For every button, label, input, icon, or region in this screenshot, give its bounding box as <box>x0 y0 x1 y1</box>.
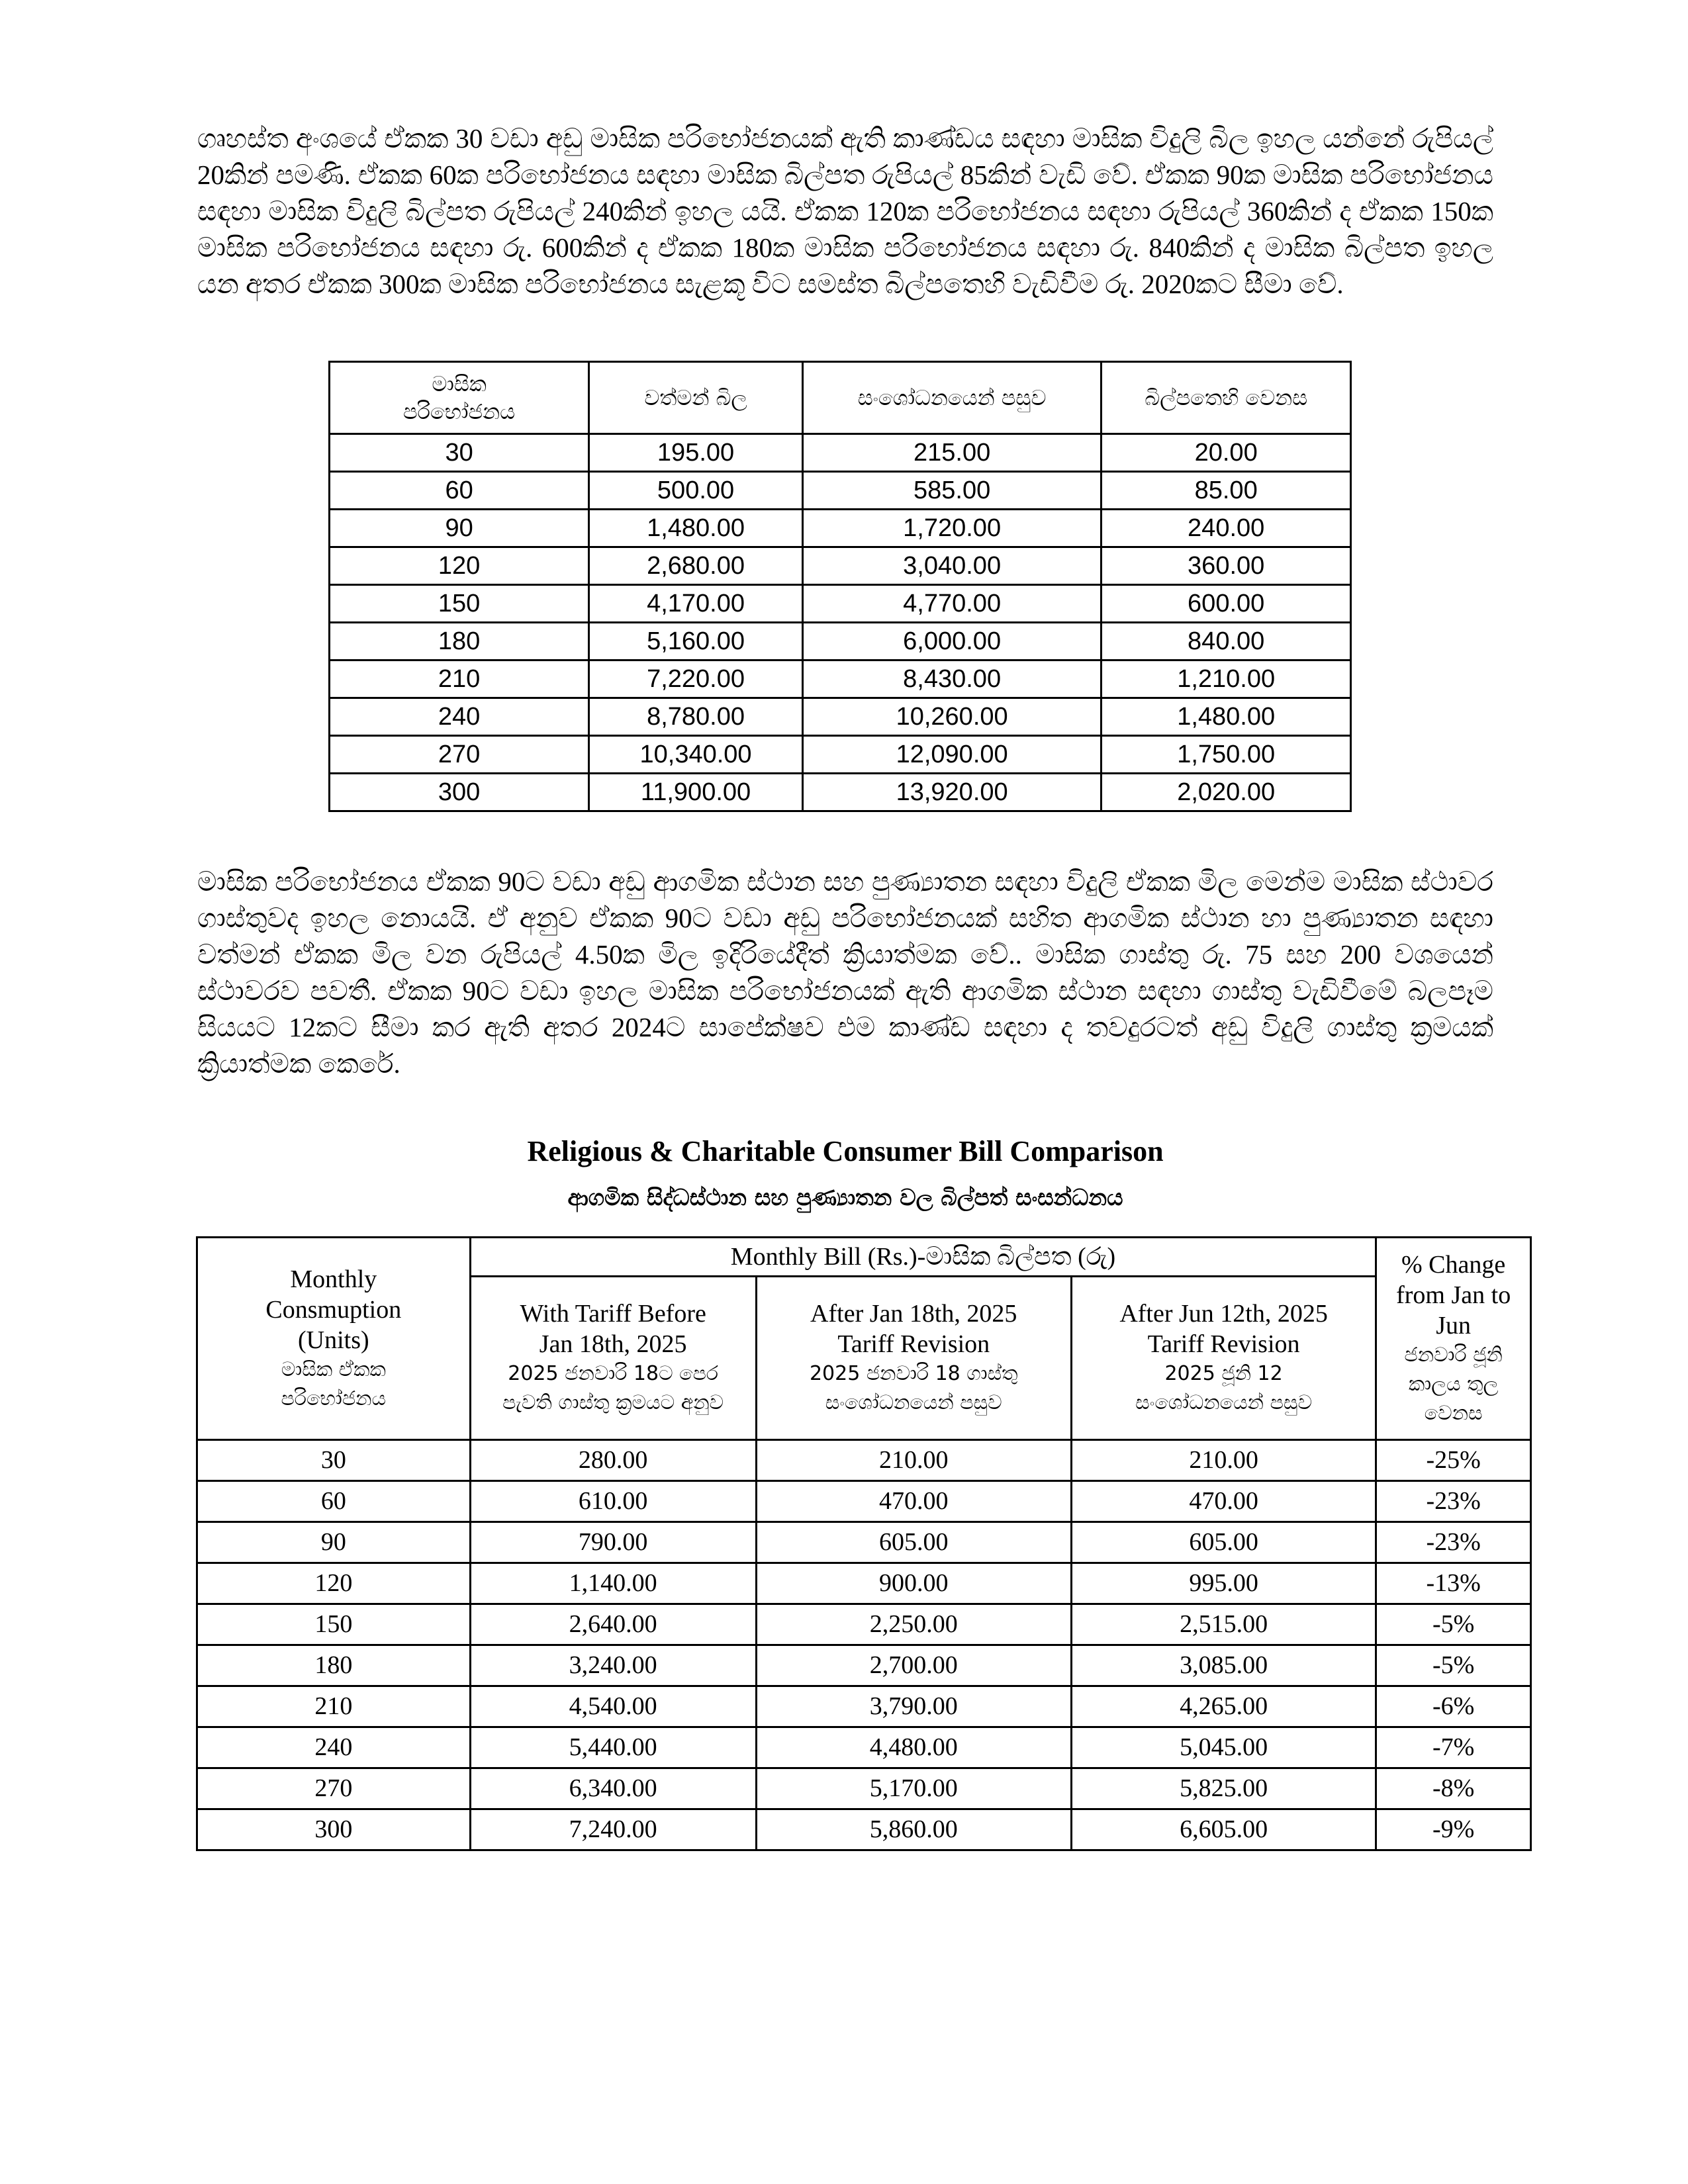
cell-percent-change: -5% <box>1376 1604 1531 1645</box>
cell-after-jan: 2,700.00 <box>756 1645 1071 1686</box>
table-row <box>330 623 1351 660</box>
cell-before-jan: 280.00 <box>470 1440 756 1481</box>
cell-after-jun: 470.00 <box>1071 1481 1376 1522</box>
table-body <box>197 1440 1531 1850</box>
table-row <box>330 774 1351 811</box>
table-row <box>197 1563 1531 1604</box>
cell-consumption: 120 <box>330 547 589 585</box>
cell-consumption: 210 <box>197 1686 471 1727</box>
religious-bill-comparison-table <box>196 1236 1532 1851</box>
cell-after-jun: 605.00 <box>1071 1522 1376 1563</box>
cell-percent-change: -25% <box>1376 1440 1531 1481</box>
cell-after-jan: 3,790.00 <box>756 1686 1071 1727</box>
table-header-row <box>330 362 1351 434</box>
cell-after-jun: 995.00 <box>1071 1563 1376 1604</box>
cell-after-revision: 215.00 <box>802 434 1101 472</box>
cell-after-jan: 4,480.00 <box>756 1727 1071 1768</box>
cell-consumption: 150 <box>197 1604 471 1645</box>
cell-after-revision: 13,920.00 <box>802 774 1101 811</box>
table-row <box>197 1768 1531 1809</box>
cell-before-jan: 1,140.00 <box>470 1563 756 1604</box>
cell-after-jun: 3,085.00 <box>1071 1645 1376 1686</box>
cell-after-jan: 900.00 <box>756 1563 1071 1604</box>
cell-difference: 240.00 <box>1102 510 1351 547</box>
table-row <box>197 1809 1531 1850</box>
table-row <box>197 1686 1531 1727</box>
cell-current-bill: 4,170.00 <box>589 585 803 623</box>
cell-after-revision: 6,000.00 <box>802 623 1101 660</box>
header-monthly-consumption: මාසික පරිභෝජනය <box>330 362 589 434</box>
cell-difference: 840.00 <box>1102 623 1351 660</box>
cell-consumption: 270 <box>197 1768 471 1809</box>
header-jan-si: 2025 ජනවාරි 18 ගාස්තු සංශෝධනයෙන් පසුව <box>809 1362 1018 1414</box>
header-after-jun <box>1071 1277 1376 1440</box>
cell-after-jan: 2,250.00 <box>756 1604 1071 1645</box>
table-row <box>330 736 1351 774</box>
cell-difference: 600.00 <box>1102 585 1351 623</box>
cell-current-bill: 7,220.00 <box>589 660 803 698</box>
table-row <box>330 510 1351 547</box>
cell-before-jan: 790.00 <box>470 1522 756 1563</box>
cell-after-revision: 1,720.00 <box>802 510 1101 547</box>
cell-after-jan: 470.00 <box>756 1481 1071 1522</box>
cell-consumption: 60 <box>330 472 589 510</box>
cell-after-jun: 5,045.00 <box>1071 1727 1376 1768</box>
cell-consumption: 180 <box>330 623 589 660</box>
cell-after-jan: 210.00 <box>756 1440 1071 1481</box>
header-monthly-consumption <box>197 1238 471 1440</box>
cell-consumption: 120 <box>197 1563 471 1604</box>
paragraph-domestic-tariff: ගෘහස්ත අංශයේ ඒකක 30 වඩා අඩු මාසික පරිභෝජනයක් ඇති කාණ්ඩය සඳහා මාසික විදුලි බිල ඉහල යන්නේ රුපියල් 20කින් පමණි. ඒකක 60ක පරිභෝජනය සඳහා මාසික බිල්පත රුපියල් 85කින් වැඩි වේ. ඒකක 90ක මාසික පරිභෝජනය සඳහා මාසික විදුලි බිල්පත රුපියල් 240කින් ඉහල යයි. ඒකක 120ක පරිභෝජනය සඳහා රුපියල් 360කින් ද ඒකක 150ක මාසික පරිභෝජනය සඳහා රු. 600කින් ද ඒකක 180ක මාසික පරිභෝජනය සඳහා රු. 840කින් ද මාසික බිල්පත ඉහල යන අතර ඒකක 300ක මාසික පරිභෝජනය සැළකූ විට සමස්ත බිල්පතෙහි වැඩිවීම රු. 2020කට සීමා වේ. <box>197 123 1493 299</box>
cell-current-bill: 2,680.00 <box>589 547 803 585</box>
cell-after-jun: 2,515.00 <box>1071 1604 1376 1645</box>
cell-percent-change: -23% <box>1376 1481 1531 1522</box>
cell-after-jun: 4,265.00 <box>1071 1686 1376 1727</box>
cell-percent-change: -9% <box>1376 1809 1531 1850</box>
cell-consumption: 240 <box>330 698 589 736</box>
cell-before-jan: 6,340.00 <box>470 1768 756 1809</box>
cell-percent-change: -7% <box>1376 1727 1531 1768</box>
comparison-title-sinhala: ආගමික සිද්ධස්ථාන සහ පුණ්‍යාතන වල බිල්පත් සංසන්ධනය <box>567 1185 1123 1211</box>
header-current-bill: වත්මන් බිල <box>589 362 803 434</box>
cell-difference: 360.00 <box>1102 547 1351 585</box>
cell-after-revision: 3,040.00 <box>802 547 1101 585</box>
table-row <box>330 547 1351 585</box>
cell-after-jun: 210.00 <box>1071 1440 1376 1481</box>
cell-consumption: 240 <box>197 1727 471 1768</box>
cell-consumption: 90 <box>197 1522 471 1563</box>
cell-after-jun: 5,825.00 <box>1071 1768 1376 1809</box>
header-change-si: ජනවාරි ජූනි කාලය තුල වෙනස <box>1404 1343 1503 1425</box>
table-row <box>197 1604 1531 1645</box>
header-before-en: With Tariff Before Jan 18th, 2025 <box>520 1300 706 1358</box>
cell-difference: 20.00 <box>1102 434 1351 472</box>
header-jun-en: After Jun 12th, 2025 Tariff Revision <box>1119 1300 1328 1358</box>
cell-difference: 1,750.00 <box>1102 736 1351 774</box>
cell-consumption: 300 <box>330 774 589 811</box>
cell-after-revision: 12,090.00 <box>802 736 1101 774</box>
table-row <box>330 434 1351 472</box>
cell-after-jan: 5,860.00 <box>756 1809 1071 1850</box>
cell-percent-change: -8% <box>1376 1768 1531 1809</box>
cell-percent-change: -5% <box>1376 1645 1531 1686</box>
header-before-jan <box>470 1277 756 1440</box>
cell-current-bill: 195.00 <box>589 434 803 472</box>
cell-before-jan: 4,540.00 <box>470 1686 756 1727</box>
header-before-si: 2025 ජනවාරි 18ට පෙර පැවති ගාස්තු ක්‍රමයට අනුව <box>502 1362 724 1414</box>
cell-after-revision: 10,260.00 <box>802 698 1101 736</box>
cell-difference: 1,480.00 <box>1102 698 1351 736</box>
header-consumption-en: Monthly Consmuption (Units) <box>265 1265 402 1354</box>
cell-consumption: 60 <box>197 1481 471 1522</box>
table-body <box>330 434 1351 811</box>
cell-after-revision: 4,770.00 <box>802 585 1101 623</box>
cell-current-bill: 8,780.00 <box>589 698 803 736</box>
cell-consumption: 90 <box>330 510 589 547</box>
cell-before-jan: 3,240.00 <box>470 1645 756 1686</box>
cell-before-jan: 2,640.00 <box>470 1604 756 1645</box>
cell-before-jan: 610.00 <box>470 1481 756 1522</box>
table-row <box>330 585 1351 623</box>
cell-percent-change: -6% <box>1376 1686 1531 1727</box>
header-jun-si: 2025 ජූනි 12 සංශෝධනයෙන් පසුව <box>1135 1362 1313 1414</box>
domestic-bill-table <box>328 361 1352 812</box>
table-row <box>330 660 1351 698</box>
cell-current-bill: 5,160.00 <box>589 623 803 660</box>
header-consumption-si: මාසික ඒකක පරිභෝජනය <box>281 1357 387 1410</box>
header-after-jan <box>756 1277 1071 1440</box>
table-row <box>330 472 1351 510</box>
cell-consumption: 30 <box>197 1440 471 1481</box>
cell-after-jan: 5,170.00 <box>756 1768 1071 1809</box>
cell-after-jun: 6,605.00 <box>1071 1809 1376 1850</box>
cell-consumption: 150 <box>330 585 589 623</box>
table-header-row <box>197 1238 1531 1277</box>
table-row <box>197 1481 1531 1522</box>
header-monthly-bill-group: Monthly Bill (Rs.)-මාසික බිල්පත (රු) <box>470 1238 1376 1277</box>
table-row <box>197 1727 1531 1768</box>
cell-current-bill: 1,480.00 <box>589 510 803 547</box>
header-bill-difference: බිල්පතෙහි වෙනස <box>1102 362 1351 434</box>
table-row <box>197 1645 1531 1686</box>
cell-difference: 85.00 <box>1102 472 1351 510</box>
cell-consumption: 210 <box>330 660 589 698</box>
header-change-en: % Change from Jan to Jun <box>1396 1250 1511 1340</box>
cell-consumption: 270 <box>330 736 589 774</box>
cell-consumption: 30 <box>330 434 589 472</box>
header-percent-change <box>1376 1238 1531 1440</box>
cell-current-bill: 500.00 <box>589 472 803 510</box>
paragraph-religious-tariff: මාසික පරිභෝජනය ඒකක 90ට වඩා අඩු ආගමික ස්ථාන සහ පුණ්‍යාතන සඳහා විදුලි ඒකක මිල මෙන්ම මාසික ස්ථාවර ගාස්තුවද ඉහල නොයයි. ඒ අනුව ඒකක 90ට වඩා අඩු පරිභෝජනයක් සහිත ආගමික ස්ථාන හා පුණ්‍යාතන සඳහා වත්මන් ඒකක මිල වන රුපියල් 4.50ක මිල ඉදිරියේදීත් ක්‍රියාත්මක වේ.. මාසික ගාස්තු රු. 75 සහ 200 වශයෙන් ස්ථාවරව පවතී. ඒකක 90ට වඩා ඉහල මාසික පරිභෝජනයක් ඇති ආගමික ස්ථාන සඳහා ගාස්තු වැඩිවීමේ බලපෑම සියයට 12කට සීමා කර ඇති අතර 2024ට සාපේක්ෂව එම කාණ්ඩ සඳහා ද තවදුරටත් අඩු විදුලි ගාස්තු ක්‍රමයක් ක්‍රියාත්මක කෙරේ. <box>197 866 1493 1079</box>
header-after-revision: සංශෝධනයෙන් පසුව <box>802 362 1101 434</box>
cell-difference: 2,020.00 <box>1102 774 1351 811</box>
cell-consumption: 300 <box>197 1809 471 1850</box>
cell-consumption: 180 <box>197 1645 471 1686</box>
cell-after-jan: 605.00 <box>756 1522 1071 1563</box>
cell-after-revision: 8,430.00 <box>802 660 1101 698</box>
cell-percent-change: -13% <box>1376 1563 1531 1604</box>
cell-after-revision: 585.00 <box>802 472 1101 510</box>
cell-current-bill: 10,340.00 <box>589 736 803 774</box>
cell-before-jan: 7,240.00 <box>470 1809 756 1850</box>
comparison-title: Religious & Charitable Consumer Bill Comparison <box>527 1135 1164 1167</box>
cell-current-bill: 11,900.00 <box>589 774 803 811</box>
cell-difference: 1,210.00 <box>1102 660 1351 698</box>
cell-before-jan: 5,440.00 <box>470 1727 756 1768</box>
table-row <box>330 698 1351 736</box>
table-row <box>197 1440 1531 1481</box>
cell-percent-change: -23% <box>1376 1522 1531 1563</box>
header-jan-en: After Jan 18th, 2025 Tariff Revision <box>810 1300 1017 1358</box>
table-row <box>197 1522 1531 1563</box>
